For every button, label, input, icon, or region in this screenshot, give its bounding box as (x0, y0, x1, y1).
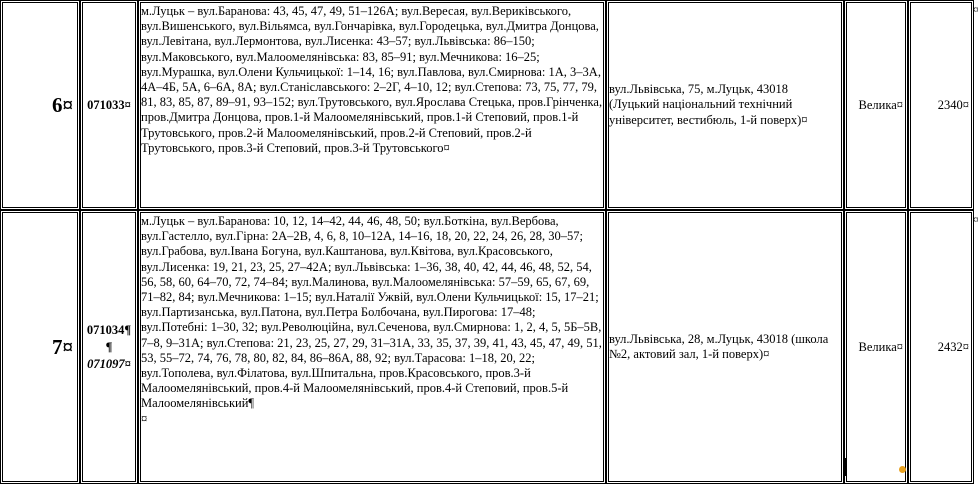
voter-count: 2432¤ (937, 339, 969, 354)
table-row (0, 210, 974, 484)
table-row (0, 0, 974, 210)
precinct-code-cell[interactable] (80, 210, 138, 484)
voter-count: 2340¤ (937, 97, 969, 112)
address-cell[interactable] (606, 0, 844, 210)
precinct-code: 071033¤ (87, 97, 131, 112)
precinct-type: Велика¤ (858, 339, 903, 354)
row-end-mark: ¤ (973, 214, 979, 226)
address-text: вул.Львівська, 28, м.Луцьк, 43018 (школа №2, актовий зал, 1-й поверх)¤ (609, 331, 829, 361)
precinct-number-cell[interactable] (0, 210, 80, 484)
precinct-type-cell[interactable] (844, 210, 908, 484)
cell-end-mark: ¤ (141, 411, 148, 426)
precinct-code: 071034¶ (86, 322, 132, 337)
address-text: вул.Львівська, 75, м.Луцьк, 43018 (Луцький національний технічний університет, вестибюль, 1-й поверх)¤ (609, 81, 808, 127)
streets-cell[interactable] (138, 0, 606, 210)
text-cursor (845, 458, 847, 476)
precinct-number: 6¤ (52, 92, 73, 117)
status-dot-icon (899, 466, 906, 473)
address-cell[interactable] (606, 210, 844, 484)
streets-text: м.Луцьк – вул.Баранова: 43, 45, 47, 49, 51–126А; вул.Вересая, вул.Вериківського, вул.Вишенського, вул.Вільямса, вул.Гончарівка, вул.Городецька, вул.Дмитра Донцова, вул.Левітана, вул.Лермонтова, вул.Лисенка: 43–57; вул.Львівська: 86–150; вул.Маковського, вул.Малоомелянівська: 83, 85–91; вул.Мечникова: 16–25; вул.Мурашка, вул.Олени Кульчицької: 1–14, 16; вул.Павлова, вул.Смирнова: 1А, 3–3А, 4А–4Б, 5А, 6–6А, 8А; вул.Станіславського: 2–2Г, 4–10, 12; вул.Степова: 73, 75, 77, 79, 81, 83, 85, 87, 89–91, 93–152; вул.Трутовського, вул.Ярослава Стецька, пров.Грінченка, пров.Дмитра Донцова, пров.1-й Малоомелянівський, пров.1-й Степовий, пров.1-й Трутовського, пров.2-й Малоомелянівський, пров.2-й Степовий, пров.2-й Трутовського, пров.3-й Степовий, пров.3-й Трутовського¤ (141, 4, 603, 155)
streets-cell[interactable] (138, 210, 606, 484)
precinct-code-cell[interactable] (80, 0, 138, 210)
precinct-code-alt: 071097¤ (87, 356, 131, 371)
voter-count-cell[interactable] (908, 210, 974, 484)
precinct-type-cell[interactable] (844, 0, 908, 210)
precinct-number: 7¤ (52, 334, 73, 359)
voter-count-cell[interactable] (908, 0, 974, 210)
precinct-number-cell[interactable] (0, 0, 80, 210)
row-end-mark: ¤ (973, 4, 979, 16)
precinct-type: Велика¤ (858, 97, 903, 112)
code-pilcrow: ¶ (105, 339, 113, 354)
streets-text: м.Луцьк – вул.Баранова: 10, 12, 14–42, 44, 46, 48, 50; вул.Боткіна, вул.Вербова, вул.Гастелло, вул.Гірна: 2А–2В, 4, 6, 8, 10–12А, 14–16, 18, 20, 22, 24, 26, 28, 30–57; вул.Грабова, вул.Івана Богуна, вул.Каштанова, вул.Квітова, вул.Красовського, вул.Лисенка: 19, 21, 23, 25, 27–42А; вул.Львівська: 1–36, 38, 40, 42, 44, 46, 48, 52, 54, 56, 58, 60, 64–70, 72, 74–84; вул.Малинова, вул.Малоомелянівська: 57–59, 65, 67, 69, 71–82, 84; вул.Мечникова: 1–15; вул.Наталії Ужвій, вул.Олени Кульчицької: 15, 17–21; вул.Партизанська, вул.Патона, вул.Петра Болбочана, вул.Пирогова: 17–48; вул.Потебні: 1–30, 32; вул.Революційна, вул.Сеченова, вул.Смирнова: 1, 2, 4, 5, 5Б–5В, 7–8, 9–31А; вул.Степова: 21, 23, 25, 27, 29, 31–31А, 33, 35, 37, 39, 41, 43, 45, 47, 49, 51, 53, 55–72, 74, 76, 78, 80, 82, 84, 86–86А, 88, 92; вул.Тарасова: 1–18, 20, 22; вул.Тополева, вул.Філатова, вул.Шпитальна, пров.Красовського, пров.3-й Малоомелянівський, пров.4-й Малоомелянівський, пров.4-й Степовий, пров.5-й Малоомелянівський¶ (141, 214, 602, 411)
